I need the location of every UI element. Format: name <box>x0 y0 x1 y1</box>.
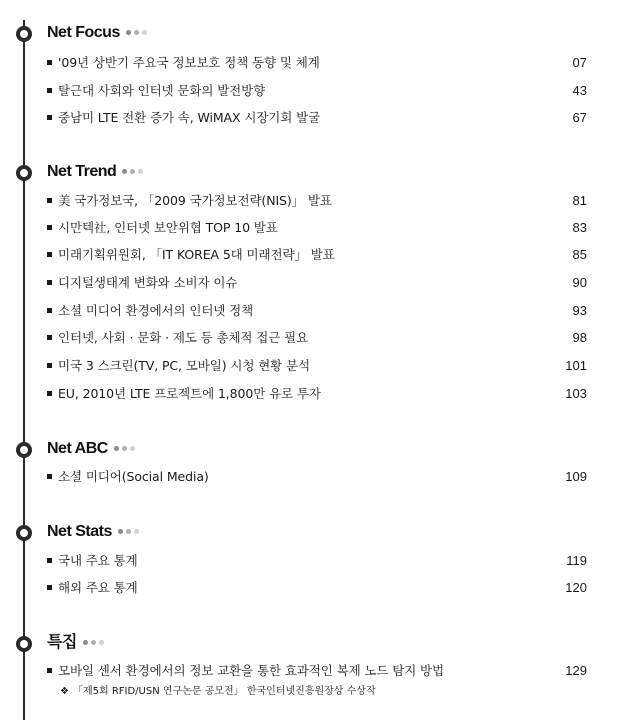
toc-item-page: 119 <box>566 553 587 568</box>
square-bullet-icon <box>47 308 52 313</box>
section-title: Net Trend <box>47 161 146 183</box>
toc-item-title: 디지털생태계 변화와 소비자 이슈 <box>58 275 238 290</box>
toc-item-title: 탈근대 사회와 인터넷 문화의 발전방향 <box>58 83 266 98</box>
square-bullet-icon <box>47 363 52 368</box>
toc-item[interactable] <box>0 192 631 212</box>
section-title: Net ABC <box>47 438 138 460</box>
square-bullet-icon <box>47 88 52 93</box>
toc-item-title: 국내 주요 통계 <box>58 553 138 568</box>
toc-item-title: 미국 3 스크린(TV, PC, 모바일) 시청 현황 분석 <box>58 358 310 373</box>
toc-item-page: 101 <box>565 358 587 373</box>
toc-item[interactable] <box>0 662 631 682</box>
dots-decoration-icon <box>122 161 146 183</box>
toc-item-page: 93 <box>572 303 587 318</box>
dots-decoration-icon <box>83 632 107 654</box>
square-bullet-icon <box>47 335 52 340</box>
toc-item-title: 소셜 미디어 환경에서의 인터넷 정책 <box>58 303 254 318</box>
toc-item-title: EU, 2010년 LTE 프로젝트에 1,800만 유로 투자 <box>58 386 321 401</box>
timeline-dot-icon <box>16 525 32 541</box>
section-header <box>0 22 631 46</box>
section-header <box>0 632 631 656</box>
square-bullet-icon <box>47 668 52 673</box>
toc-item-page: 81 <box>572 193 587 208</box>
toc-item[interactable] <box>0 552 631 572</box>
timeline-dot-icon <box>16 636 32 652</box>
award-note <box>0 685 631 701</box>
diamond-bullet-icon: ❖ <box>60 686 69 697</box>
toc-item-title: 美 국가정보국, 「2009 국가정보전략(NIS)」 발표 <box>58 193 332 208</box>
toc-item[interactable] <box>0 109 631 129</box>
square-bullet-icon <box>47 558 52 563</box>
toc-item-page: 129 <box>565 663 587 678</box>
award-note-text: ❖ 「제5회 RFID/USN 연구논문 공모전」 한국인터넷진흥원장상 수상작 <box>60 686 376 697</box>
square-bullet-icon <box>47 115 52 120</box>
toc-item-page: 98 <box>572 330 587 345</box>
dots-decoration-icon <box>118 521 142 543</box>
toc-item-page: 120 <box>565 580 587 595</box>
toc-item-title: 미래기획위원회, 「IT KOREA 5대 미래전략」 발표 <box>58 247 335 262</box>
square-bullet-icon <box>47 585 52 590</box>
toc-item-title: 해외 주요 통계 <box>58 580 138 595</box>
toc-item[interactable] <box>0 54 631 74</box>
timeline-dot-icon <box>16 165 32 181</box>
toc-item[interactable] <box>0 579 631 599</box>
dots-decoration-icon <box>114 438 138 460</box>
toc-item-page: 90 <box>572 275 587 290</box>
section-header <box>0 438 631 462</box>
toc-item-page: 109 <box>565 469 587 484</box>
square-bullet-icon <box>47 280 52 285</box>
toc-item-title: 모바일 센서 환경에서의 정보 교환을 통한 효과적인 복제 노드 탐지 방법 <box>58 663 445 678</box>
section-title: Net Stats <box>47 521 142 543</box>
toc-item[interactable] <box>0 246 631 266</box>
timeline-dot-icon <box>16 442 32 458</box>
toc-item-title: 소셜 미디어(Social Media) <box>58 469 209 484</box>
toc-item-title: '09년 상반기 주요국 정보보호 정책 동향 및 체계 <box>58 55 320 70</box>
square-bullet-icon <box>47 474 52 479</box>
toc-item[interactable] <box>0 329 631 349</box>
square-bullet-icon <box>47 198 52 203</box>
square-bullet-icon <box>47 225 52 230</box>
square-bullet-icon <box>47 252 52 257</box>
dots-decoration-icon <box>126 22 150 44</box>
timeline-dot-icon <box>16 26 32 42</box>
toc-item[interactable] <box>0 302 631 322</box>
section-title: 특집 <box>47 632 107 654</box>
toc-item[interactable] <box>0 274 631 294</box>
toc-item[interactable] <box>0 82 631 102</box>
toc-item-page: 67 <box>572 110 587 125</box>
toc-item[interactable] <box>0 219 631 239</box>
square-bullet-icon <box>47 391 52 396</box>
square-bullet-icon <box>47 60 52 65</box>
toc-item-page: 43 <box>572 83 587 98</box>
section-header <box>0 521 631 545</box>
toc-item-title: 중남미 LTE 전환 증가 속, WiMAX 시장기회 발굴 <box>58 110 321 125</box>
toc-item[interactable] <box>0 357 631 377</box>
toc-item-page: 85 <box>572 247 587 262</box>
section-title: Net Focus <box>47 22 150 44</box>
toc-item-title: 시만텍社, 인터넷 보안위협 TOP 10 발표 <box>58 220 278 235</box>
toc-item[interactable] <box>0 468 631 488</box>
section-header <box>0 161 631 185</box>
toc-item[interactable] <box>0 385 631 405</box>
toc-item-page: 07 <box>572 55 587 70</box>
toc-item-page: 83 <box>572 220 587 235</box>
toc-item-title: 인터넷, 사회 · 문화 · 제도 등 총체적 접근 필요 <box>58 330 309 345</box>
toc-item-page: 103 <box>565 386 587 401</box>
